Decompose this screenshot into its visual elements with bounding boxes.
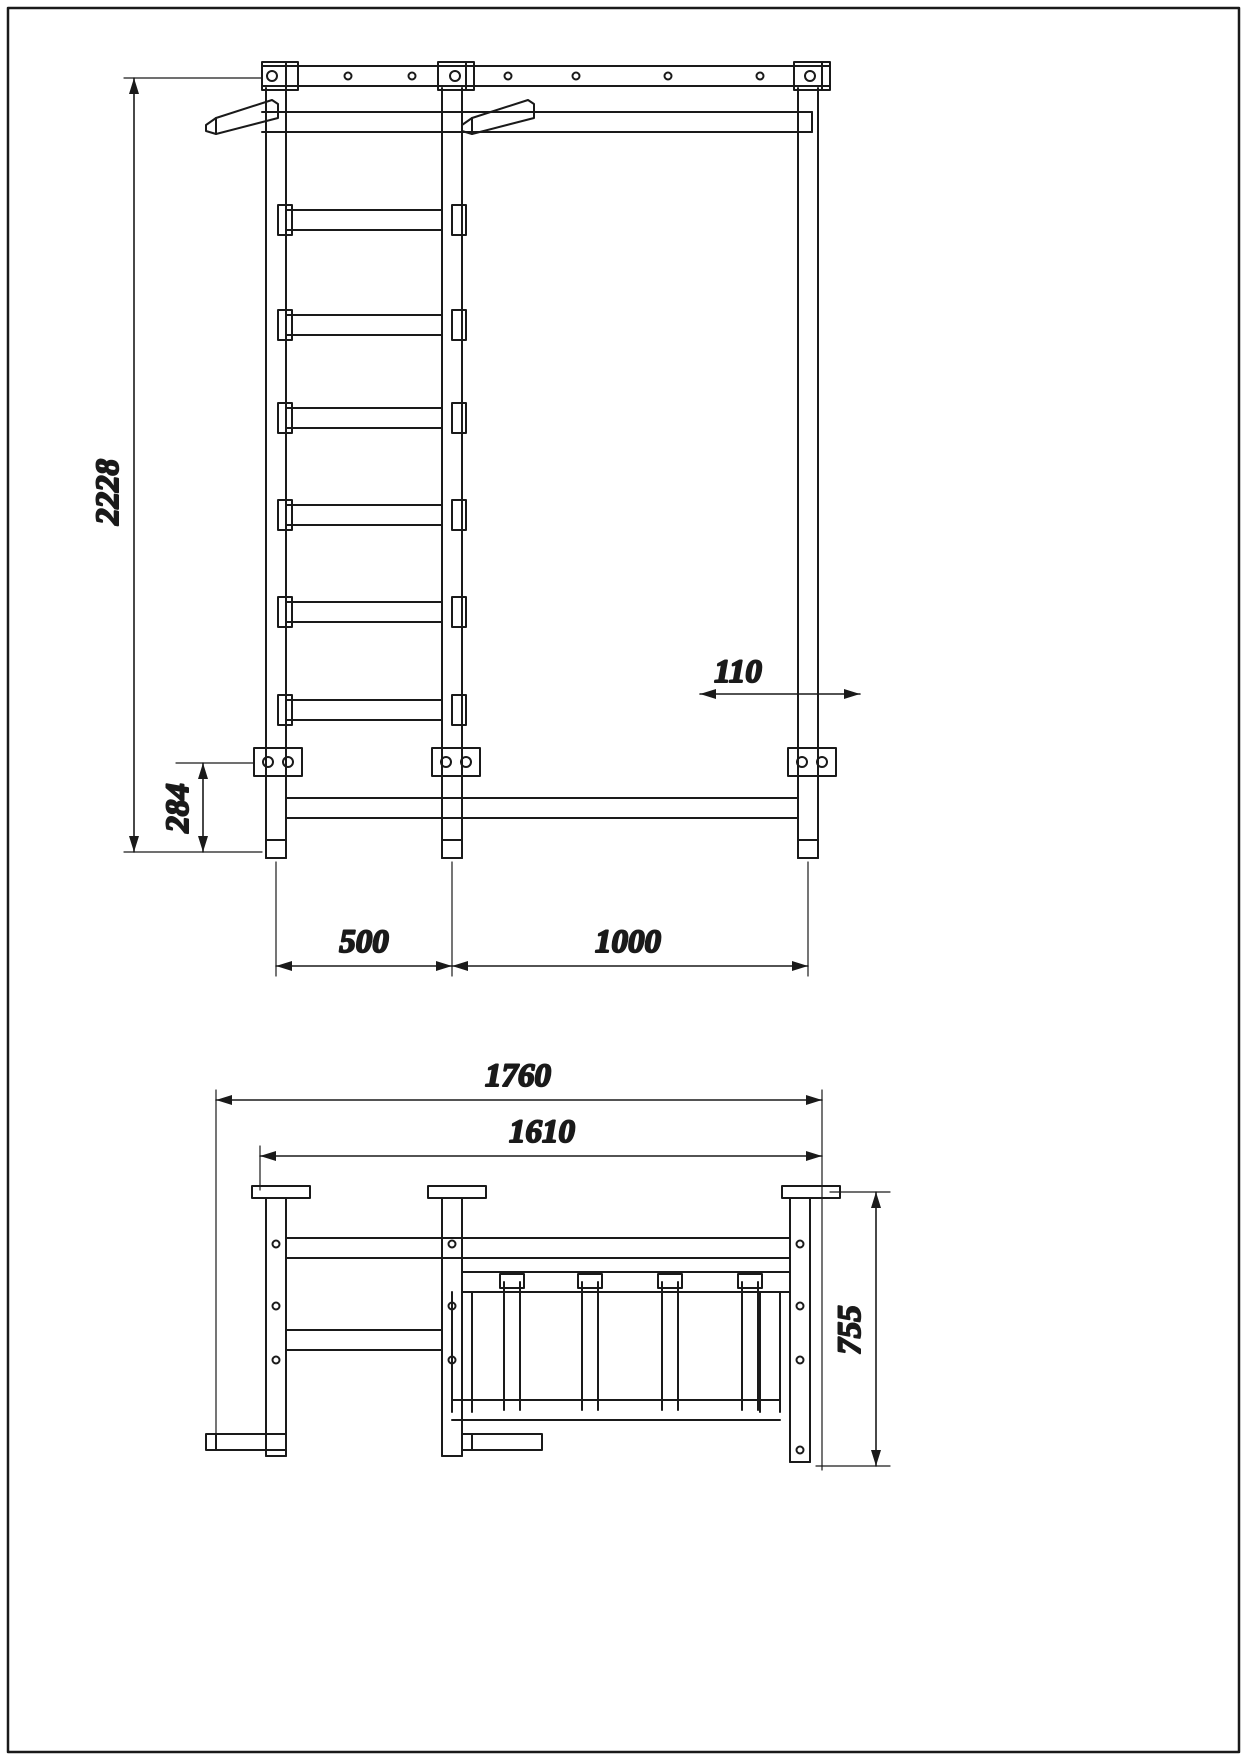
plan-monkey-bar-frame <box>452 1272 790 1420</box>
lower-bracket-left <box>254 748 302 776</box>
ladder-rung-6 <box>278 695 466 725</box>
ladder-rung-3 <box>278 403 466 433</box>
dimension-bay-width <box>452 862 808 976</box>
dimension-value-500: 500 <box>339 924 389 960</box>
ladder-rung-4 <box>278 500 466 530</box>
dimension-value-755: 755 <box>832 1305 868 1355</box>
dimension-value-110: 110 <box>714 654 762 690</box>
dimension-ladder-width <box>276 862 452 976</box>
plan-monkey-bar-rungs <box>500 1274 762 1410</box>
front-elevation-view <box>206 62 836 858</box>
dimension-value-1000: 1000 <box>595 924 661 960</box>
ladder-rung-2 <box>278 310 466 340</box>
second-beam <box>262 112 812 132</box>
dimension-value-284: 284 <box>160 783 196 833</box>
dimension-overall-height <box>90 78 262 852</box>
dimension-value-2228: 2228 <box>90 459 126 525</box>
post-right <box>798 88 818 858</box>
bottom-bar <box>286 798 798 818</box>
plan-left-bay-beam <box>286 1330 442 1350</box>
sheet-border <box>8 8 1239 1752</box>
dip-handle-left <box>206 100 278 134</box>
plan-upper-beam <box>286 1238 790 1258</box>
plan-rail-left <box>266 1198 286 1456</box>
plan-rail-right <box>790 1198 810 1462</box>
ladder-rung-5 <box>278 597 466 627</box>
lower-bracket-right <box>788 748 836 776</box>
dimension-plan-depth <box>816 1192 890 1466</box>
dimension-plan-inner-width <box>260 1114 822 1190</box>
ladder-rung-1 <box>278 205 466 235</box>
top-plan-view <box>206 1186 840 1462</box>
lower-bracket-mid <box>432 748 480 776</box>
dimension-value-1760: 1760 <box>485 1058 551 1094</box>
top-beam <box>262 66 830 86</box>
dip-handle-mid <box>462 100 534 134</box>
plan-foot-plate-mid <box>428 1186 486 1198</box>
plan-handle-mid <box>462 1434 542 1450</box>
dimension-post-offset <box>700 654 860 760</box>
plan-handle-left <box>206 1434 286 1450</box>
dimension-bottom-bar-height <box>160 763 254 852</box>
plan-foot-plate-left <box>252 1186 310 1198</box>
post-left <box>266 88 286 858</box>
post-middle <box>442 88 462 858</box>
dimension-value-1610: 1610 <box>509 1114 575 1150</box>
